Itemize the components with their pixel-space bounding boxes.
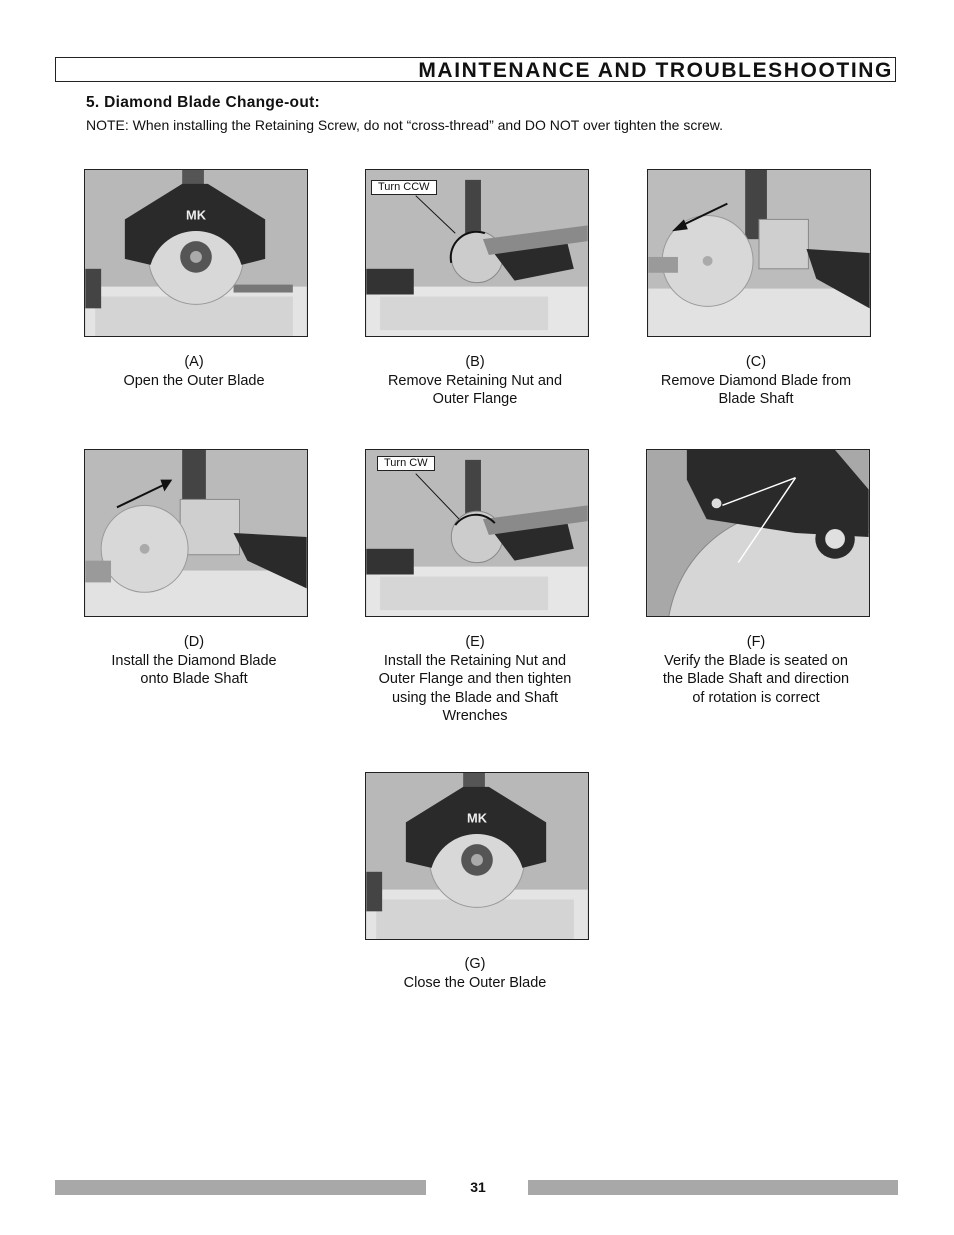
- section-title: 5. Diamond Blade Change-out:: [86, 94, 321, 111]
- caption-b: (B) Remove Retaining Nut and Outer Flange: [387, 354, 563, 407]
- photo-e-illustration: [366, 450, 588, 616]
- caption-g: (G) Close the Outer Blade: [403, 956, 547, 991]
- photo-e: [365, 449, 589, 617]
- photo-f: [646, 449, 870, 617]
- photo-a: [84, 169, 308, 337]
- footer-bar-left: [55, 1180, 426, 1195]
- caption-c: (C) Remove Diamond Blade from Blade Shaft: [660, 354, 852, 407]
- photo-c: [647, 169, 871, 337]
- section-header-bar: [55, 57, 896, 82]
- caption-a: (A) Open the Outer Blade: [123, 354, 265, 389]
- note-text: NOTE: When installing the Retaining Screw, do not “cross-thread” and DO NOT over tighten the screw.: [86, 117, 724, 133]
- photo-f-illustration: [647, 450, 869, 616]
- photo-d-illustration: [85, 450, 307, 616]
- callout-turn-ccw: Turn CCW: [371, 180, 437, 195]
- page-number: 31: [470, 1179, 486, 1195]
- photo-g-illustration: [366, 773, 588, 939]
- photo-c-illustration: [648, 170, 870, 336]
- footer-bar-right: [528, 1180, 898, 1195]
- photo-d: [84, 449, 308, 617]
- photo-a-illustration: [85, 170, 307, 336]
- callout-turn-cw: Turn CW: [377, 456, 435, 471]
- logo-a: MK: [186, 207, 206, 223]
- logo-g: MK: [467, 810, 487, 826]
- caption-d: (D) Install the Diamond Blade onto Blade Shaft: [111, 634, 277, 687]
- caption-f: (F) Verify the Blade is seated on the Blade Shaft and direction of rotation is correct: [662, 634, 850, 706]
- caption-e: (E) Install the Retaining Nut and Outer Flange and then tighten using the Blade and Shaft Wrenches: [378, 634, 572, 724]
- photo-g: [365, 772, 589, 940]
- page-title: MAINTENANCE AND TROUBLESHOOTING: [418, 59, 893, 82]
